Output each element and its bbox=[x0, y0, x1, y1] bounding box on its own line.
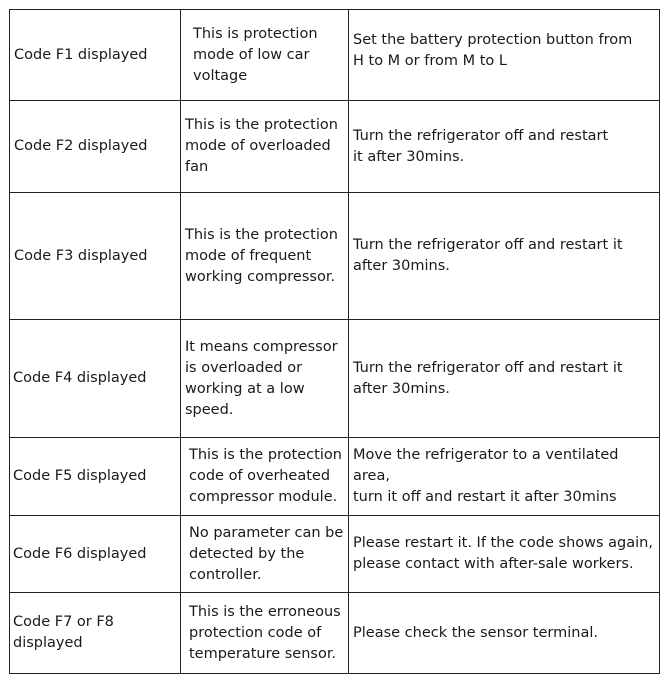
cause-cell: This is protection mode of low car voltage bbox=[181, 10, 349, 101]
error-code-cell: Code F1 displayed bbox=[10, 10, 181, 101]
table-row bbox=[10, 593, 660, 674]
table-row bbox=[10, 516, 660, 593]
cause-cell: This is the protection code of overheated compressor module. bbox=[181, 438, 349, 516]
cause-cell: It means compressor is overloaded or working at a low speed. bbox=[181, 320, 349, 438]
solution-cell: Set the battery protection button from H to M or from M to L bbox=[349, 10, 660, 101]
error-code-cell: Code F5 displayed bbox=[10, 438, 181, 516]
solution-cell: Turn the refrigerator off and restart it after 30mins. bbox=[349, 193, 660, 320]
solution-cell: Please check the sensor terminal. bbox=[349, 593, 660, 674]
error-code-cell: Code F2 displayed bbox=[10, 101, 181, 193]
cause-cell: This is the protection mode of frequent working compressor. bbox=[181, 193, 349, 320]
table-row bbox=[10, 101, 660, 193]
cause-cell: This is the protection mode of overloaded fan bbox=[181, 101, 349, 193]
table-row bbox=[10, 10, 660, 101]
table-row bbox=[10, 193, 660, 320]
error-code-cell: Code F3 displayed bbox=[10, 193, 181, 320]
error-code-cell: Code F4 displayed bbox=[10, 320, 181, 438]
table-row bbox=[10, 320, 660, 438]
solution-cell: Move the refrigerator to a ventilated area, turn it off and restart it after 30mins bbox=[349, 438, 660, 516]
cause-cell: No parameter can be detected by the controller. bbox=[181, 516, 349, 593]
cause-cell: This is the erroneous protection code of temperature sensor. bbox=[181, 593, 349, 674]
error-code-cell: Code F7 or F8 displayed bbox=[10, 593, 181, 674]
solution-cell: Please restart it. If the code shows again, please contact with after-sale workers. bbox=[349, 516, 660, 593]
table-row bbox=[10, 438, 660, 516]
solution-cell: Turn the refrigerator off and restart it after 30mins. bbox=[349, 101, 660, 193]
error-code-cell: Code F6 displayed bbox=[10, 516, 181, 593]
error-code-table bbox=[9, 9, 660, 674]
solution-cell: Turn the refrigerator off and restart it after 30mins. bbox=[349, 320, 660, 438]
